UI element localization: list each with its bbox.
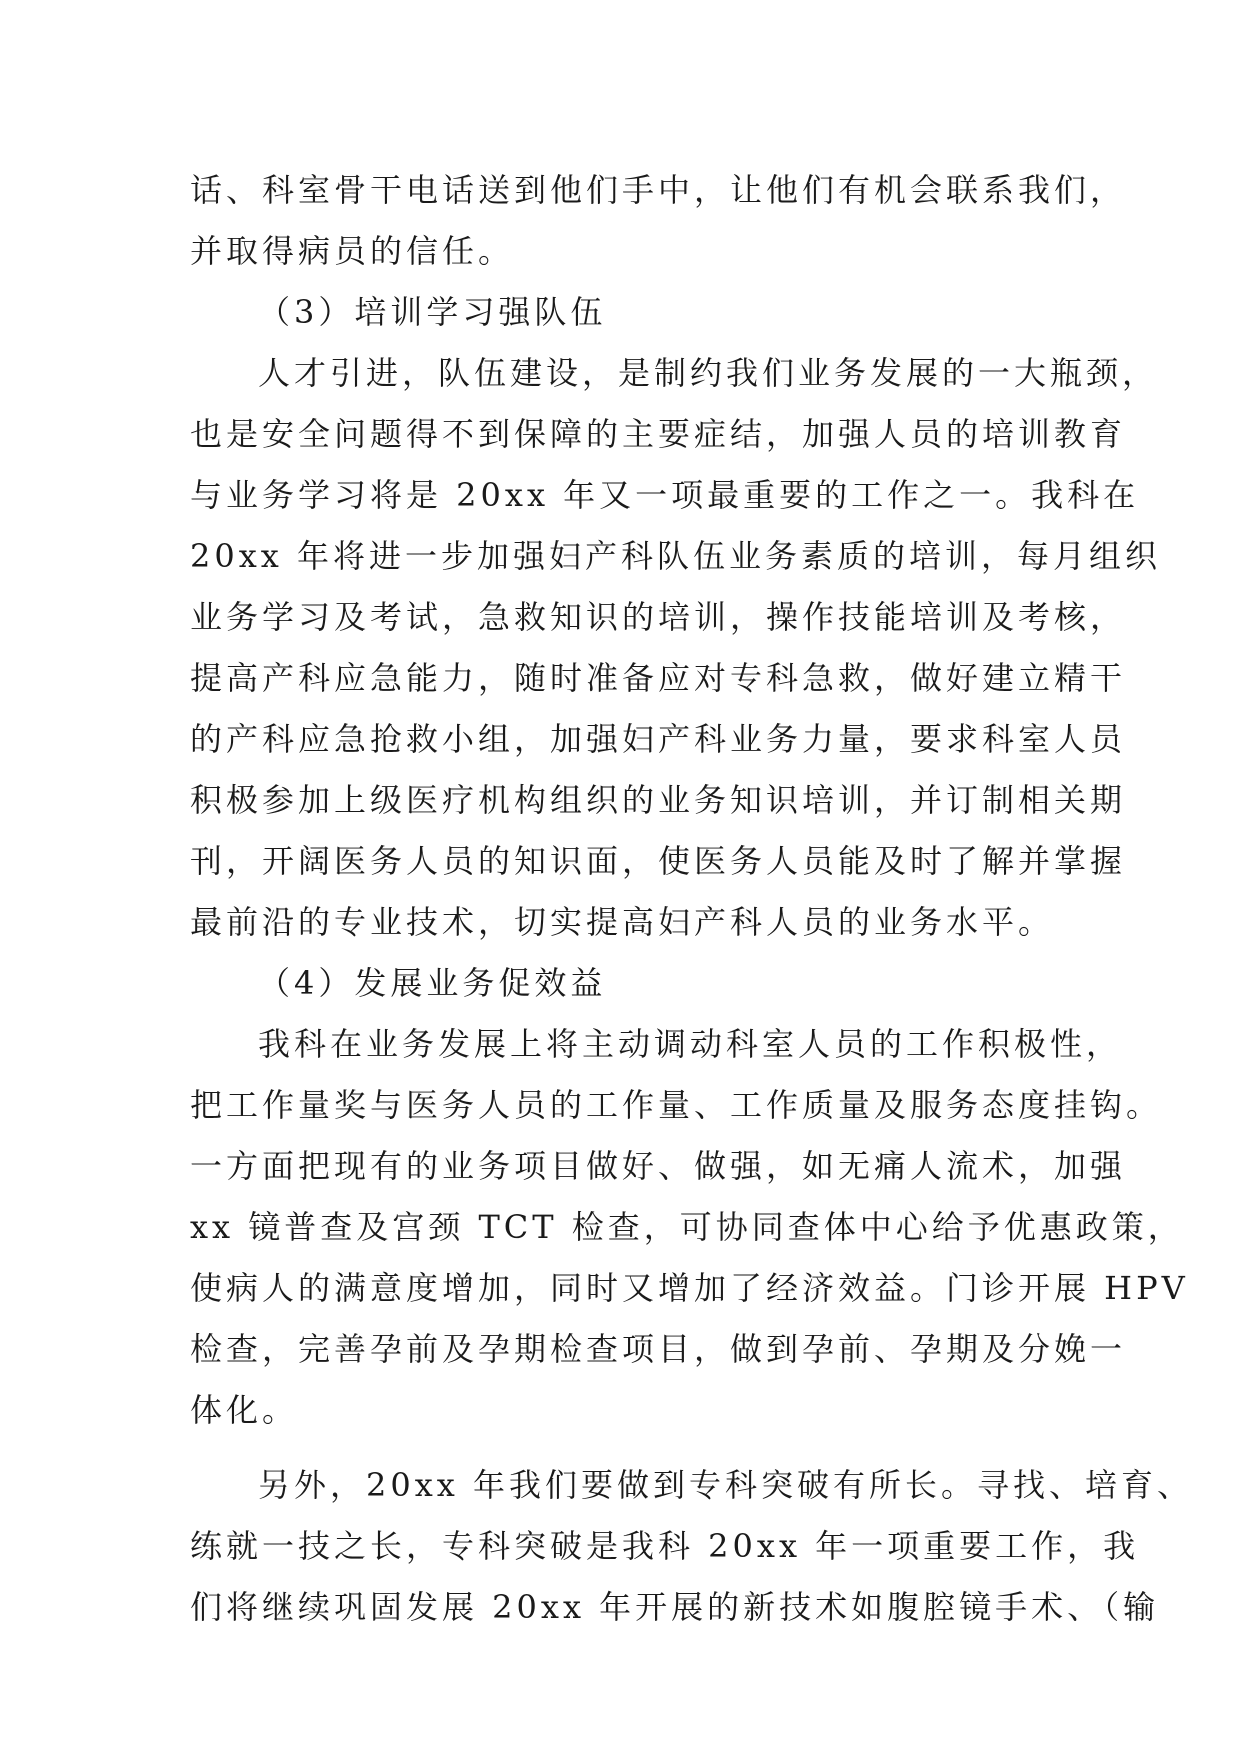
section-heading: （4）发展业务促效益 [258, 964, 607, 1002]
paragraph-gap [190, 1441, 1070, 1455]
text-line: 积极参加上级医疗机构组织的业务知识培训，并订制相关期 [190, 781, 1127, 819]
text-line: 另外，20xx 年我们要做到专科突破有所长。寻找、培育、 [258, 1466, 1193, 1504]
text-line: 们将继续巩固发展 20xx 年开展的新技术如腹腔镜手术、（输 [190, 1588, 1160, 1626]
section-heading: （3）培训学习强队伍 [258, 293, 607, 331]
document-body [190, 160, 1193, 1638]
text-line: 人才引进，队伍建设，是制约我们业务发展的一大瓶颈， [258, 354, 1159, 392]
text-line: 最前沿的专业技术，切实提高妇产科人员的业务水平。 [190, 903, 1055, 941]
text-line: 也是安全问题得不到保障的主要症结，加强人员的培训教育 [190, 415, 1127, 453]
text-line: 的产科应急抢救小组，加强妇产科业务力量，要求科室人员 [190, 720, 1127, 758]
text-line: 提高产科应急能力，随时准备应对专科急救，做好建立精干 [190, 659, 1127, 697]
text-line: 我科在业务发展上将主动调动科室人员的工作积极性， [258, 1025, 1123, 1063]
text-line: 话、科室骨干电话送到他们手中，让他们有机会联系我们， [190, 171, 1127, 209]
text-line: 刊，开阔医务人员的知识面，使医务人员能及时了解并掌握 [190, 842, 1127, 880]
text-line: xx 镜普查及宫颈 TCT 检查，可协同查体中心给予优惠政策， [190, 1208, 1184, 1246]
text-line: 20xx 年将进一步加强妇产科队伍业务素质的培训，每月组织 [190, 537, 1161, 575]
text-line: 练就一技之长，专科突破是我科 20xx 年一项重要工作，我 [190, 1527, 1140, 1565]
text-line: 一方面把现有的业务项目做好、做强，如无痛人流术，加强 [190, 1147, 1127, 1185]
text-line: 与业务学习将是 20xx 年又一项最重要的工作之一。我科在 [190, 476, 1140, 514]
text-line: 并取得病员的信任。 [190, 232, 515, 270]
text-line: 把工作量奖与医务人员的工作量、工作质量及服务态度挂钩。 [190, 1086, 1163, 1124]
text-line: 体化。 [190, 1391, 299, 1429]
text-line: 使病人的满意度增加，同时又增加了经济效益。门诊开展 HPV [190, 1269, 1189, 1307]
text-line: 检查，完善孕前及孕期检查项目，做到孕前、孕期及分娩一 [190, 1330, 1127, 1368]
text-line: 业务学习及考试，急救知识的培训，操作技能培训及考核， [190, 598, 1127, 636]
